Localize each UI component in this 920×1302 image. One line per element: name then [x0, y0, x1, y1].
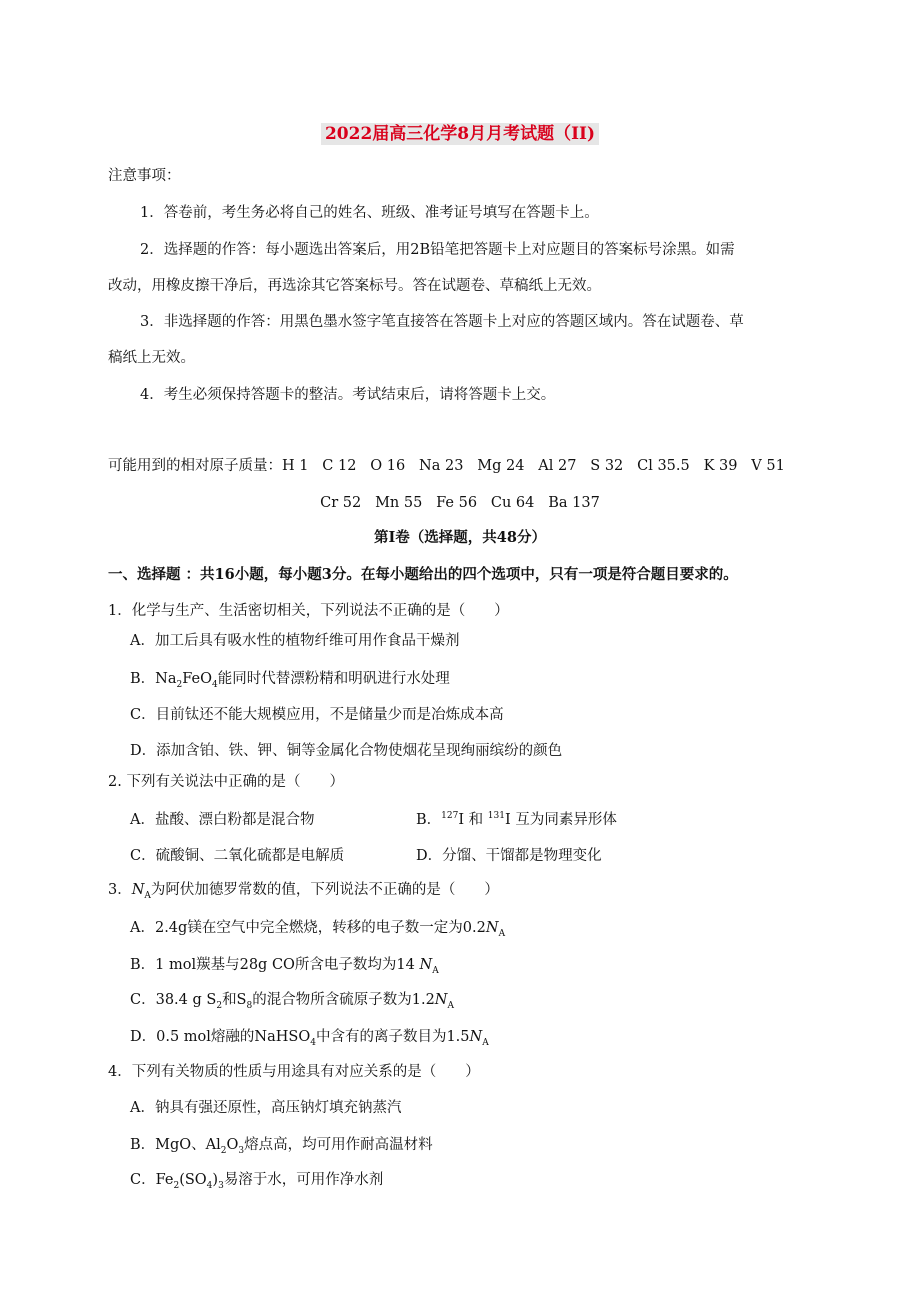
q3-option-b: B．1 mol羰基与28g CO所含电子数均为14 $N_A$ — [130, 957, 439, 976]
q2-stem: 2. 下列有关说法中正确的是（ ） — [108, 774, 344, 790]
q1-option-a: A．加工后具有吸水性的植物纤维可用作食品干燥剂 — [130, 633, 460, 649]
notice-item-1: 1．答卷前，考生务必将自己的姓名、班级、准考证号填写在答题卡上。 — [140, 205, 599, 221]
section-1-title: 一、选择题 ：共16小题，每小题3分。在每小题给出的四个选项中，只有一项是符合题目要求的。 — [108, 566, 738, 583]
q4-option-b: B．MgO、$Al_2O_3$熔点高，均可用作耐高温材料 — [130, 1137, 433, 1156]
q1-option-d: D．添加含铂、铁、钾、铜等金属化合物使烟花呈现绚丽缤纷的颜色 — [130, 743, 563, 759]
notice-heading: 注意事项： — [108, 168, 181, 184]
q3-stem: 3．$N_A$为阿伏加德罗常数的值，下列说法不正确的是（ ） — [108, 882, 499, 901]
q1-option-c: C．目前钛还不能大规模应用，不是储量少而是冶炼成本高 — [130, 707, 504, 723]
q2-option-d: D．分馏、干馏都是物理变化 — [416, 848, 602, 864]
notice-item-3-line-2: 稿纸上无效。 — [108, 350, 195, 366]
q4-option-a: A．钠具有强还原性，高压钠灯填充钠蒸汽 — [130, 1100, 402, 1116]
title-text: 2022届高三化学8月月考试题（II) — [321, 123, 599, 145]
q4-stem: 4．下列有关物质的性质与用途具有对应关系的是（ ） — [108, 1064, 480, 1080]
page-title — [0, 122, 920, 146]
q3-option-d: D．0.5 mol熔融的NaHSO$_4$中含有的离子数目为$1.5N_A$ — [130, 1029, 489, 1048]
notice-item-3-line-1: 3．非选择题的作答：用黑色墨水签字笔直接答在答题卡上对应的答题区域内。答在试题卷、草 — [140, 314, 744, 330]
q3-option-a: A．2.4g镁在空气中完全燃烧，转移的电子数一定为$0.2N_A$ — [130, 920, 506, 939]
q4-option-c: C．$Fe_2(SO_4)_3$易溶于水，可用作净水剂 — [130, 1172, 384, 1191]
notice-item-2-line-2: 改动，用橡皮擦干净后，再选涂其它答案标号。答在试题卷、草稿纸上无效。 — [108, 278, 601, 294]
q2-option-c: C．硫酸铜、二氧化硫都是电解质 — [130, 848, 345, 864]
atomic-masses-line-2: Cr 52 Mn 55 Fe 56 Cu 64 Ba 137 — [320, 495, 600, 511]
atomic-masses-line-1: 可能用到的相对原子质量：H 1 C 12 O 16 Na 23 Mg 24 Al 27 S 32 Cl 35.5 K 39 V 51 — [108, 458, 785, 474]
q3-option-c: C．38.4 g $S_2$和$S_8$的混合物所含硫原子数为$1.2N_A$ — [130, 992, 454, 1011]
q2-option-b: B．$^{127}$I 和 $^{131}$I 互为同素异形体 — [416, 811, 617, 828]
notice-item-2-line-1: 2．选择题的作答：每小题选出答案后，用2B铅笔把答题卡上对应题目的答案标号涂黑。如需 — [140, 242, 735, 258]
part-1-title: 第Ⅰ卷（选择题，共48分） — [374, 529, 546, 546]
q2-option-a: A．盐酸、漂白粉都是混合物 — [130, 812, 315, 828]
q1-stem: 1．化学与生产、生活密切相关，下列说法不正确的是（ ） — [108, 603, 509, 619]
notice-item-4: 4．考生必须保持答题卡的整洁。考试结束后，请将答题卡上交。 — [140, 387, 556, 403]
q1-option-b: B．$Na_2FeO_4$能同时代替漂粉精和明矾进行水处理 — [130, 671, 450, 690]
